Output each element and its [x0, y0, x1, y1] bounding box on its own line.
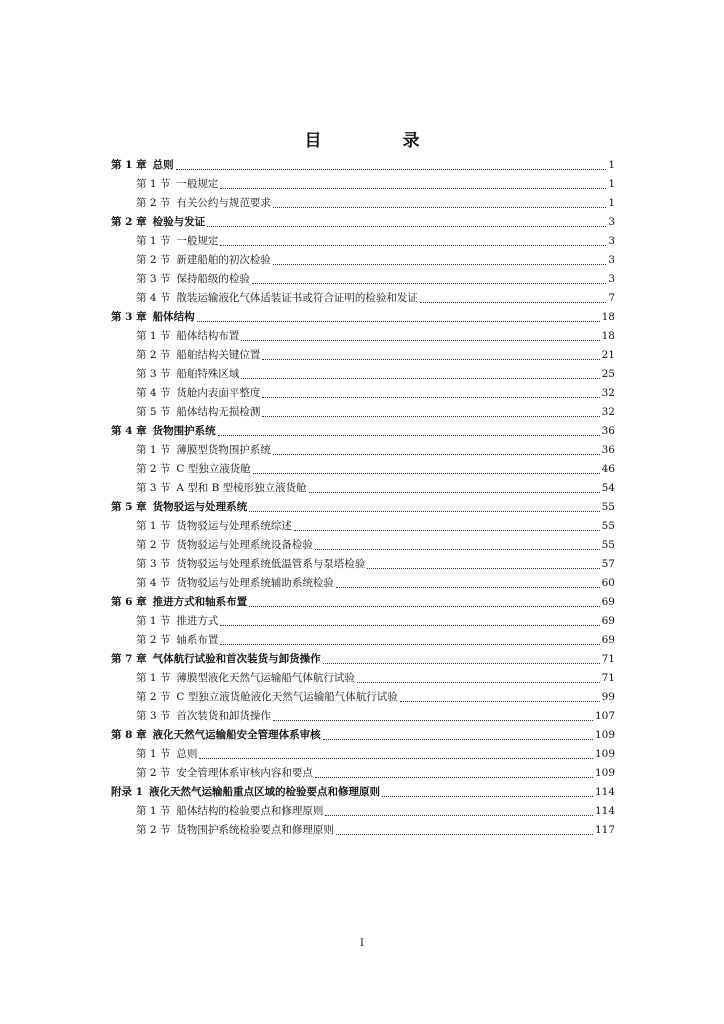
dot-leader — [220, 187, 606, 189]
toc-entry-label: 薄膜型货物围护系统 — [176, 444, 271, 456]
toc-section-entry — [111, 381, 615, 400]
toc-entry-page: 25 — [601, 368, 615, 380]
dot-leader — [218, 434, 600, 436]
toc-section-entry — [111, 609, 615, 628]
toc-entry-page: 32 — [601, 387, 615, 399]
toc-entry-page: 18 — [601, 311, 615, 323]
table-of-contents — [111, 153, 615, 837]
toc-entry-page: 69 — [601, 615, 615, 627]
toc-section-entry — [111, 476, 615, 495]
dot-leader — [176, 168, 607, 170]
toc-section-entry — [111, 704, 615, 723]
toc-entry-number: 第 2 节 — [136, 824, 171, 836]
dot-leader — [294, 529, 600, 531]
toc-entry-number: 第 4 章 — [111, 425, 147, 437]
toc-entry-page: 46 — [601, 463, 615, 475]
dot-leader — [207, 225, 606, 227]
toc-section-entry — [111, 761, 615, 780]
toc-entry-number: 第 1 章 — [111, 159, 147, 171]
toc-entry-number: 第 3 节 — [136, 482, 171, 494]
toc-entry-label: 推进方式和轴系布置 — [152, 596, 248, 608]
toc-entry-page: 99 — [601, 691, 615, 703]
toc-entry-number: 第 1 节 — [136, 520, 171, 532]
toc-entry-number: 第 3 节 — [136, 558, 171, 570]
dot-leader — [273, 453, 600, 455]
toc-section-entry — [111, 666, 615, 685]
toc-entry-label: 货物围护系统 — [152, 425, 216, 437]
toc-section-entry — [111, 571, 615, 590]
toc-entry-page: 107 — [594, 710, 615, 722]
toc-entry-label: 保持船级的检验 — [176, 273, 250, 285]
toc-section-entry — [111, 286, 615, 305]
toc-entry-label: 液化天然气运输船安全管理体系审核 — [152, 729, 321, 741]
toc-entry-page: 57 — [601, 558, 615, 570]
toc-section-entry — [111, 799, 615, 818]
dot-leader — [420, 301, 606, 303]
toc-section-entry — [111, 343, 615, 362]
toc-chapter-entry — [111, 590, 615, 609]
toc-entry-page: 109 — [594, 729, 615, 741]
toc-entry-number: 第 2 节 — [136, 254, 171, 266]
dot-leader — [199, 757, 593, 759]
toc-entry-number: 第 2 节 — [136, 634, 171, 646]
toc-entry-label: 货物驳运与处理系统设备检验 — [176, 539, 313, 551]
toc-section-entry — [111, 818, 615, 837]
toc-entry-label: 货物驳运与处理系统综述 — [176, 520, 292, 532]
toc-entry-label: 货物驳运与处理系统 — [152, 501, 248, 513]
toc-entry-number: 第 4 节 — [136, 292, 171, 304]
toc-chapter-entry — [111, 419, 615, 438]
dot-leader — [241, 339, 599, 341]
toc-entry-label: 检验与发证 — [152, 216, 206, 228]
toc-section-entry — [111, 552, 615, 571]
dot-leader — [315, 548, 600, 550]
toc-entry-label: 薄膜型液化天然气运输船气体航行试验 — [176, 672, 355, 684]
toc-entry-page: 36 — [601, 425, 615, 437]
toc-entry-label: 船体结构的检验要点和修理原则 — [176, 805, 324, 817]
dot-leader — [325, 814, 593, 816]
dot-leader — [273, 206, 606, 208]
toc-section-entry — [111, 362, 615, 381]
toc-chapter-entry — [111, 210, 615, 229]
toc-entry-label: 有关公约与规范要求 — [176, 197, 271, 209]
toc-section-entry — [111, 248, 615, 267]
toc-entry-label: 货物驳运与处理系统辅助系统检验 — [176, 577, 334, 589]
dot-leader — [220, 624, 599, 626]
toc-entry-page: 109 — [594, 767, 615, 779]
toc-entry-page: 3 — [608, 235, 615, 247]
toc-entry-label: 安全管理体系审核内容和要点 — [176, 767, 313, 779]
toc-section-entry — [111, 400, 615, 419]
toc-section-entry — [111, 191, 615, 210]
dot-leader — [262, 396, 599, 398]
toc-chapter-entry — [111, 723, 615, 742]
dot-leader — [336, 833, 593, 835]
toc-entry-label: 船舶特殊区域 — [176, 368, 240, 380]
toc-entry-label: 货物围护系统检验要点和修理原则 — [176, 824, 334, 836]
toc-entry-label: 货舱内表面平整度 — [176, 387, 261, 399]
toc-entry-page: 109 — [594, 748, 615, 760]
toc-entry-number: 第 5 章 — [111, 501, 147, 513]
toc-entry-number: 第 1 节 — [136, 615, 171, 627]
toc-chapter-entry — [111, 153, 615, 172]
dot-leader — [336, 586, 600, 588]
toc-entry-number: 第 1 节 — [136, 330, 171, 342]
toc-entry-page: 60 — [601, 577, 615, 589]
toc-entry-number: 第 1 节 — [136, 235, 171, 247]
dot-leader — [220, 244, 606, 246]
dot-leader — [367, 567, 599, 569]
toc-section-entry — [111, 685, 615, 704]
dot-leader — [273, 719, 593, 721]
dot-leader — [249, 605, 600, 607]
toc-entry-number: 第 2 节 — [136, 767, 171, 779]
toc-entry-page: 117 — [594, 824, 615, 836]
toc-entry-label: 总则 — [176, 748, 198, 760]
toc-entry-label: 一般规定 — [176, 178, 219, 190]
toc-section-entry — [111, 742, 615, 761]
dot-leader — [400, 700, 600, 702]
toc-entry-page: 1 — [608, 197, 615, 209]
dot-leader — [315, 776, 593, 778]
toc-entry-page: 1 — [608, 159, 615, 171]
toc-section-entry — [111, 533, 615, 552]
toc-entry-number: 第 8 章 — [111, 729, 147, 741]
toc-entry-number: 第 5 节 — [136, 406, 171, 418]
toc-entry-label: 散装运输液化气体适装证书或符合证明的检验和发证 — [176, 292, 418, 304]
toc-section-entry — [111, 267, 615, 286]
toc-chapter-entry — [111, 647, 615, 666]
toc-entry-page: 114 — [594, 786, 615, 798]
toc-entry-label: 液化天然气运输船重点区域的检验要点和修理原则 — [148, 786, 380, 798]
toc-entry-page: 55 — [601, 501, 615, 513]
dot-leader — [249, 510, 600, 512]
toc-entry-page: 32 — [601, 406, 615, 418]
toc-section-entry — [111, 172, 615, 191]
toc-chapter-entry — [111, 305, 615, 324]
toc-entry-page: 54 — [601, 482, 615, 494]
dot-leader — [253, 472, 600, 474]
toc-entry-page: 21 — [601, 349, 615, 361]
toc-entry-label: 总则 — [152, 159, 174, 171]
toc-chapter-entry — [111, 495, 615, 514]
toc-entry-number: 第 7 章 — [111, 653, 147, 665]
toc-section-entry — [111, 324, 615, 343]
toc-entry-page: 3 — [608, 273, 615, 285]
toc-entry-number: 第 2 章 — [111, 216, 147, 228]
toc-entry-page: 7 — [608, 292, 615, 304]
toc-entry-label: 船体结构布置 — [176, 330, 240, 342]
toc-entry-label: A 型和 B 型棱形独立液货舱 — [176, 482, 307, 494]
dot-leader — [323, 662, 600, 664]
dot-leader — [220, 643, 599, 645]
toc-entry-page: 1 — [608, 178, 615, 190]
toc-section-entry — [111, 514, 615, 533]
toc-section-entry — [111, 438, 615, 457]
toc-entry-page: 36 — [601, 444, 615, 456]
toc-entry-page: 3 — [608, 216, 615, 228]
toc-entry-number: 第 3 节 — [136, 368, 171, 380]
toc-entry-number: 附录 1 — [111, 786, 143, 798]
toc-entry-number: 第 1 节 — [136, 178, 171, 190]
dot-leader — [273, 263, 606, 265]
dot-leader — [309, 491, 600, 493]
toc-entry-number: 第 2 节 — [136, 463, 171, 475]
toc-entry-number: 第 2 节 — [136, 349, 171, 361]
dot-leader — [262, 415, 599, 417]
dot-leader — [252, 282, 606, 284]
toc-chapter-entry — [111, 780, 615, 799]
toc-entry-number: 第 3 章 — [111, 311, 147, 323]
toc-entry-label: C 型独立液货舱液化天然气运输船气体航行试验 — [176, 691, 398, 703]
toc-entry-number: 第 2 节 — [136, 539, 171, 551]
toc-entry-label: 一般规定 — [176, 235, 219, 247]
toc-entry-number: 第 1 节 — [136, 805, 171, 817]
dot-leader — [197, 320, 600, 322]
toc-entry-page: 69 — [601, 596, 615, 608]
toc-entry-page: 71 — [601, 672, 615, 684]
toc-entry-page: 3 — [608, 254, 615, 266]
toc-entry-number: 第 4 节 — [136, 577, 171, 589]
toc-entry-number: 第 2 节 — [136, 197, 171, 209]
toc-entry-label: C 型独立液货舱 — [176, 463, 251, 475]
toc-entry-label: 新建船舶的初次检验 — [176, 254, 271, 266]
toc-section-entry — [111, 229, 615, 248]
toc-entry-number: 第 1 节 — [136, 748, 171, 760]
toc-entry-label: 船舶结构关键位置 — [176, 349, 261, 361]
toc-section-entry — [111, 457, 615, 476]
toc-entry-page: 114 — [594, 805, 615, 817]
toc-entry-number: 第 4 节 — [136, 387, 171, 399]
toc-entry-number: 第 3 节 — [136, 273, 171, 285]
dot-leader — [382, 795, 593, 797]
dot-leader — [262, 358, 599, 360]
toc-entry-label: 船体结构 — [152, 311, 195, 323]
toc-entry-number: 第 1 节 — [136, 444, 171, 456]
dot-leader — [241, 377, 599, 379]
toc-entry-page: 18 — [601, 330, 615, 342]
page-number: I — [360, 938, 364, 949]
toc-entry-label: 轴系布置 — [176, 634, 219, 646]
toc-entry-label: 首次装货和卸货操作 — [176, 710, 271, 722]
toc-entry-page: 69 — [601, 634, 615, 646]
toc-entry-page: 55 — [601, 539, 615, 551]
toc-title: 目 录 — [304, 131, 452, 151]
toc-entry-page: 55 — [601, 520, 615, 532]
toc-entry-label: 船体结构无损检测 — [176, 406, 261, 418]
toc-entry-number: 第 6 章 — [111, 596, 147, 608]
dot-leader — [357, 681, 600, 683]
toc-entry-label: 气体航行试验和首次装货与卸货操作 — [152, 653, 321, 665]
toc-entry-number: 第 2 节 — [136, 691, 171, 703]
toc-entry-number: 第 3 节 — [136, 710, 171, 722]
dot-leader — [323, 738, 593, 740]
toc-section-entry — [111, 628, 615, 647]
toc-entry-page: 71 — [601, 653, 615, 665]
toc-entry-number: 第 1 节 — [136, 672, 171, 684]
toc-entry-label: 推进方式 — [176, 615, 219, 627]
toc-entry-label: 货物驳运与处理系统低温管系与泵塔检验 — [176, 558, 366, 570]
